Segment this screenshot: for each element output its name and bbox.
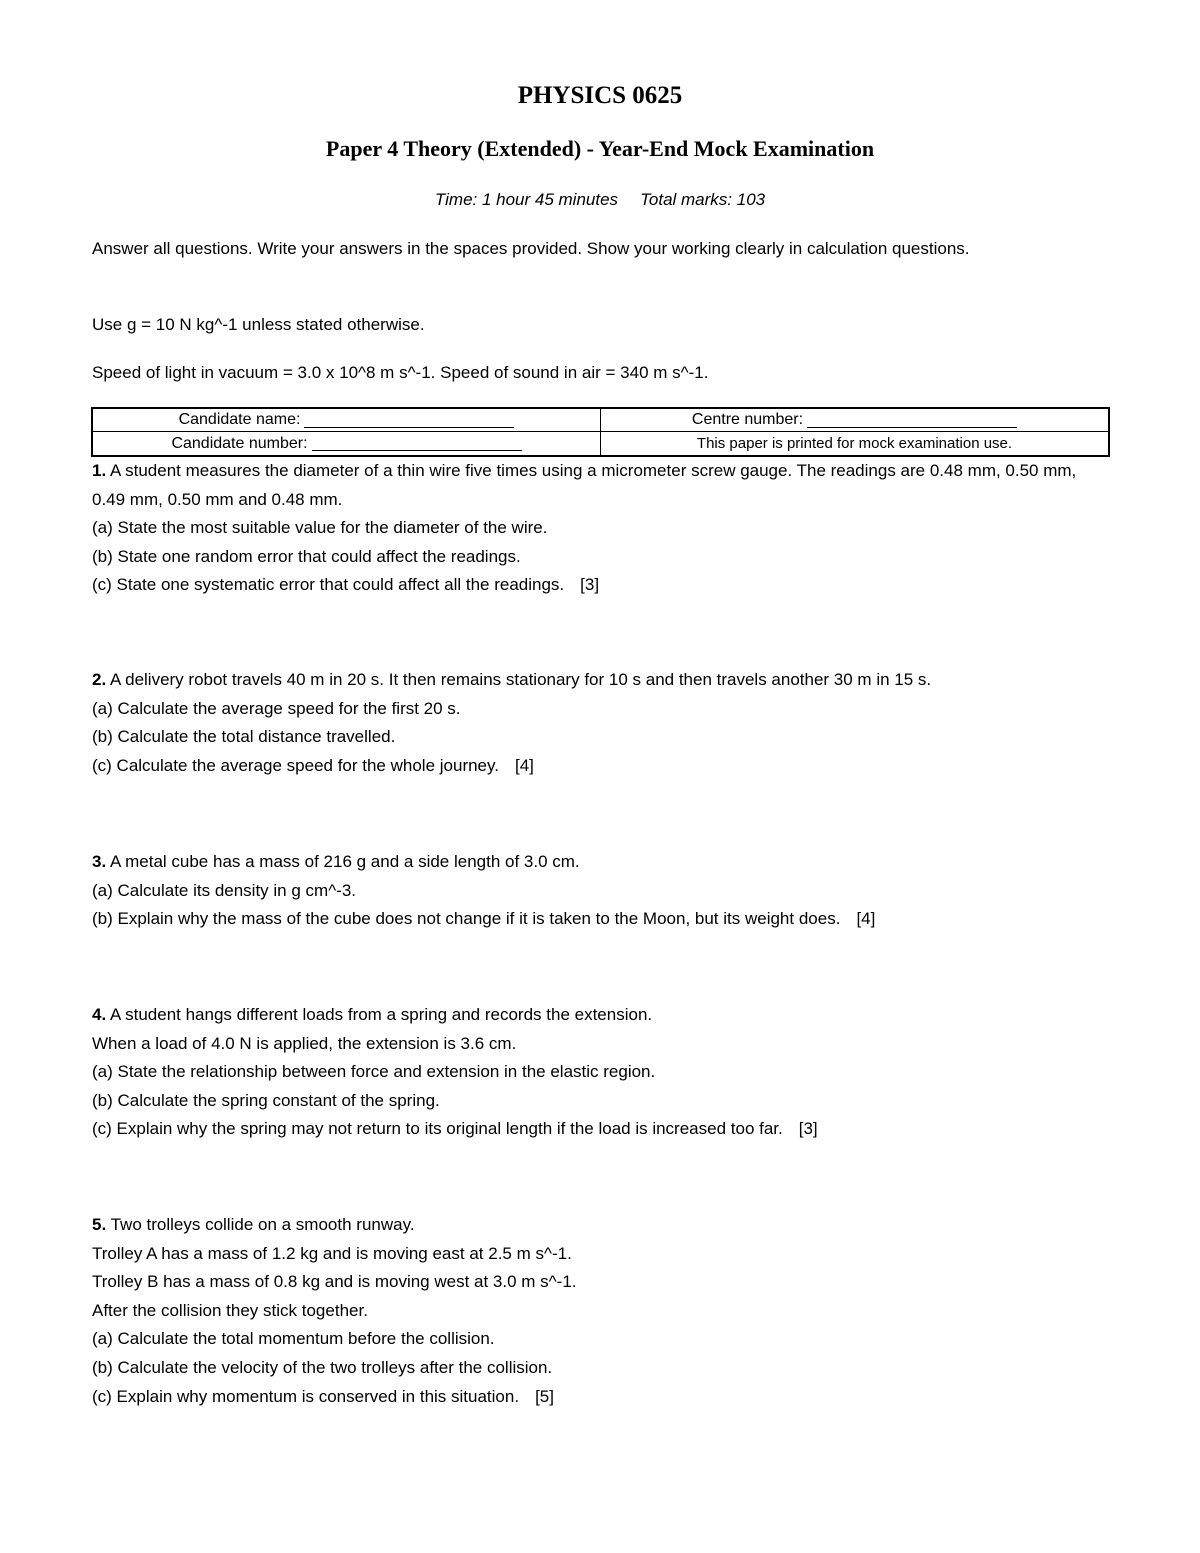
question-marks: [3] <box>580 575 600 595</box>
question-stem <box>92 666 1102 695</box>
question-part-c: (c) Calculate the average speed for the whole journey. <box>92 755 499 775</box>
candidate-details-table <box>91 407 1110 457</box>
centre-number-cell[interactable] <box>601 409 1108 432</box>
question-marks: [5] <box>535 1386 554 1406</box>
question-number: 2. <box>92 670 107 689</box>
question-text: A student measures the diameter of a thin wire five times using a micrometer screw gauge. The readings are 0.48 mm, 0.50 mm, 0.49 mm, 0.50 mm and 0.48 mm. <box>92 461 1077 509</box>
page-title: PHYSICS 0625 <box>517 82 683 109</box>
candidate-name-label: Candidate name: <box>178 411 301 428</box>
question-part-b: (b) Explain why the mass of the cube does not change if it is taken to the Moon, but its weight does. <box>92 909 841 929</box>
question-number: 5. <box>92 1215 107 1234</box>
question-info-line: When a load of 4.0 N is applied, the extension is 3.6 cm. <box>92 1033 517 1053</box>
question-1 <box>92 457 1102 600</box>
question-stem <box>92 848 1102 877</box>
question-part-a: (a) Calculate the average speed for the first 20 s. <box>92 698 461 718</box>
question-5 <box>92 1211 1102 1411</box>
candidate-name-blank[interactable] <box>304 413 514 428</box>
question-info-line: Trolley B has a mass of 0.8 kg and is moving west at 3.0 m s^-1. <box>92 1272 577 1292</box>
question-part-c-row <box>92 571 1102 600</box>
question-marks: [4] <box>514 755 534 775</box>
question-part-b: (b) Calculate the velocity of the two trolleys after the collision. <box>92 1357 553 1377</box>
question-info-line: After the collision they stick together. <box>92 1300 368 1320</box>
question-text: A student hangs different loads from a spring and records the extension. <box>109 1005 653 1024</box>
question-part-b: (b) Calculate the total distance travelled. <box>92 727 396 747</box>
question-number: 4. <box>92 1005 107 1024</box>
question-marks: [4] <box>856 909 876 929</box>
question-stem <box>92 1211 1102 1240</box>
question-part-c: (c) Explain why the spring may not return to its original length if the load is increased too far. <box>92 1119 783 1139</box>
print-note: This paper is printed for mock examination use. <box>696 435 1013 452</box>
instruction-answer-all: Answer all questions. Write your answers in the spaces provided. Show your working clearly in calculation questions. <box>92 239 970 258</box>
question-text: A delivery robot travels 40 m in 20 s. It then remains stationary for 10 s and then travels another 30 m in 15 s. <box>109 670 932 689</box>
question-stem <box>92 1001 1102 1030</box>
question-part-c: (c) State one systematic error that could affect all the readings. <box>92 575 565 595</box>
question-part-b: (b) Calculate the spring constant of the spring. <box>92 1090 440 1110</box>
question-part-a: (a) Calculate the total momentum before the collision. <box>92 1329 495 1349</box>
time-allowed: Time: 1 hour 45 minutes <box>434 190 619 209</box>
question-3 <box>92 848 1102 934</box>
instruction-constants: Speed of light in vacuum = 3.0 x 10^8 m s^-1. Speed of sound in air = 340 m s^-1. <box>92 363 709 382</box>
candidate-number-cell[interactable] <box>93 432 601 455</box>
question-marks: [3] <box>798 1119 818 1139</box>
question-part-c-row <box>92 1383 1102 1412</box>
instruction-gravity: Use g = 10 N kg^-1 unless stated otherwise. <box>92 315 425 334</box>
question-part-b: (b) State one random error that could affect the readings. <box>92 546 521 566</box>
question-number: 3. <box>92 852 107 871</box>
question-2 <box>92 666 1102 780</box>
question-text: A metal cube has a mass of 216 g and a side length of 3.0 cm. <box>109 852 580 871</box>
centre-number-blank[interactable] <box>807 413 1017 428</box>
question-4 <box>92 1001 1102 1144</box>
question-part-c-row <box>92 752 1102 781</box>
question-part-a: (a) State the most suitable value for the diameter of the wire. <box>92 518 548 538</box>
total-marks: Total marks: 103 <box>640 190 766 209</box>
question-number: 1. <box>92 461 107 480</box>
question-text: Two trolleys collide on a smooth runway. <box>110 1215 415 1234</box>
candidate-number-label: Candidate number: <box>171 434 308 452</box>
question-part-a: (a) State the relationship between force and extension in the elastic region. <box>92 1062 656 1082</box>
time-and-marks <box>0 188 1200 212</box>
question-part-c: (c) Explain why momentum is conserved in this situation. <box>92 1386 520 1406</box>
question-part-a: (a) Calculate its density in g cm^-3. <box>92 880 357 900</box>
question-part-b-row <box>92 905 1102 934</box>
question-stem <box>92 457 1102 514</box>
print-note-cell <box>601 432 1108 455</box>
candidate-number-blank[interactable] <box>312 436 522 451</box>
paper-subtitle: Paper 4 Theory (Extended) - Year-End Mock Examination <box>325 136 875 161</box>
candidate-name-cell[interactable] <box>93 409 601 432</box>
centre-number-label: Centre number: <box>691 411 804 428</box>
question-info-line: Trolley A has a mass of 1.2 kg and is moving east at 2.5 m s^-1. <box>92 1243 572 1263</box>
question-part-c-row <box>92 1115 1102 1144</box>
